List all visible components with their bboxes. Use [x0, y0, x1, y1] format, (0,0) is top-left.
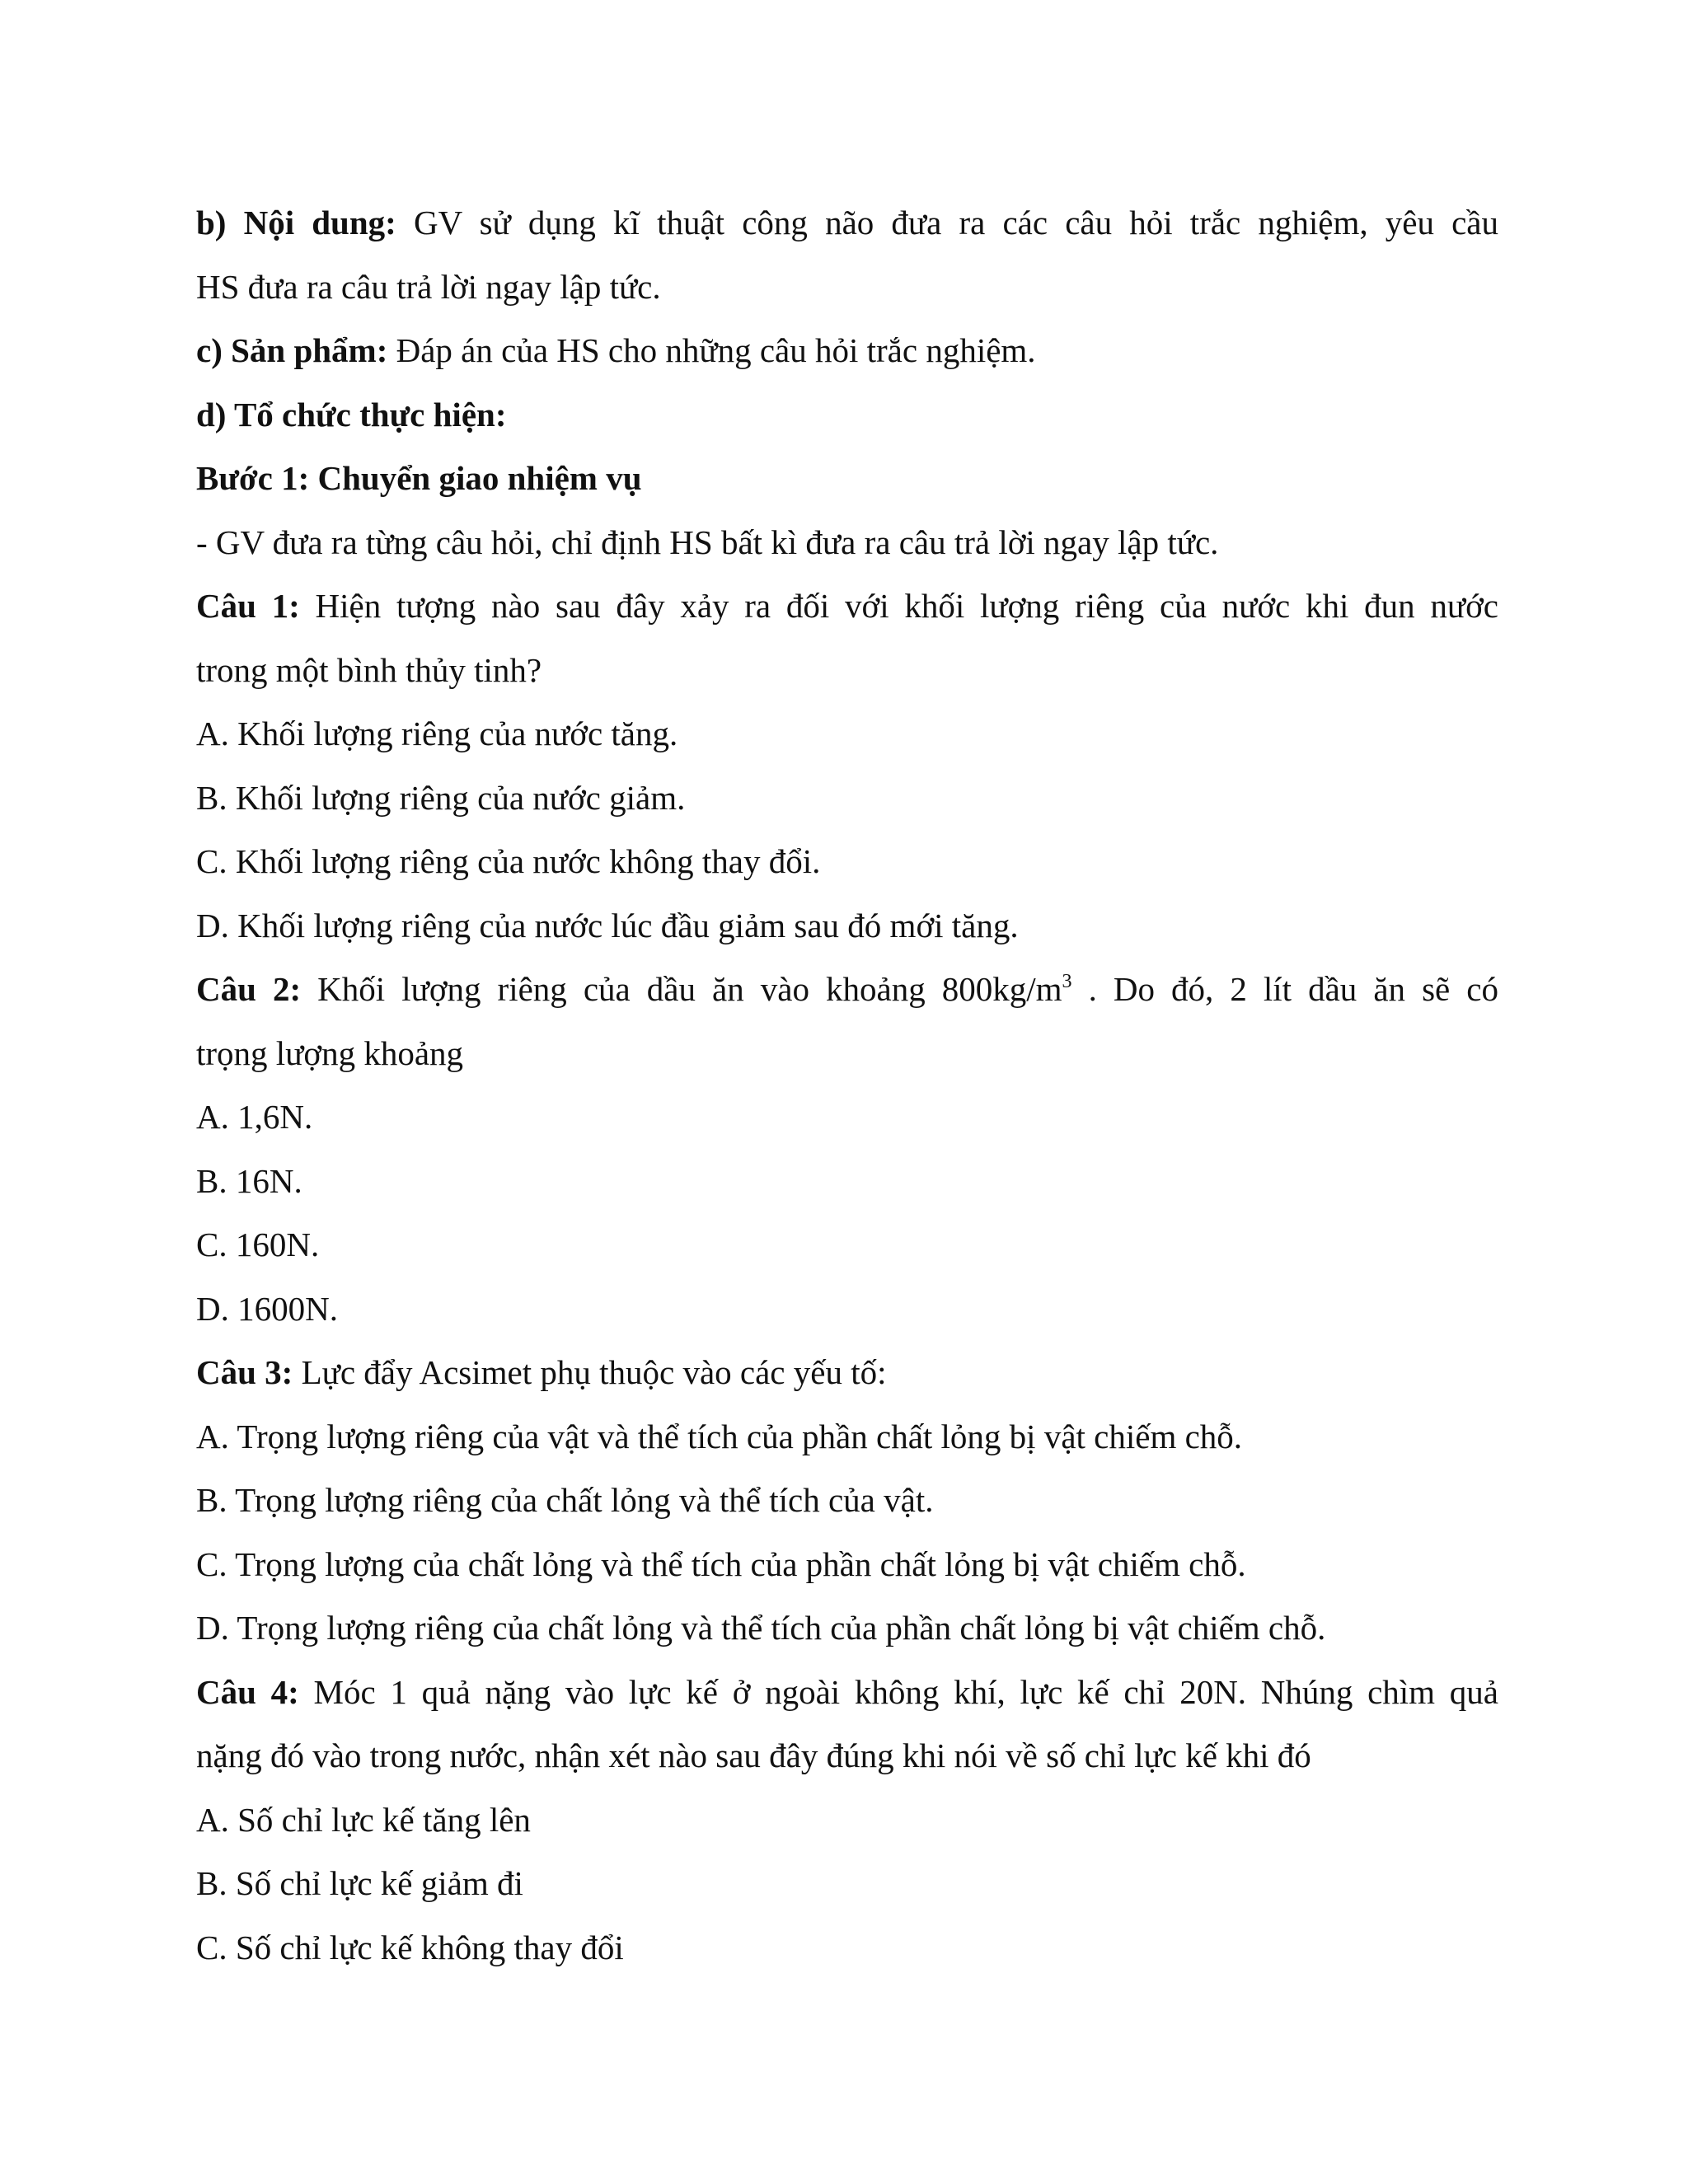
question-2-superscript: 3 — [1062, 971, 1072, 992]
question-1-option-d: D. Khối lượng riêng của nước lúc đầu giảm sau đó mới tăng. — [196, 906, 1019, 944]
question-3-option-c: C. Trọng lượng của chất lỏng và thể tích của phần chất lỏng bị vật chiếm chỗ. — [196, 1544, 1246, 1583]
step-1-heading — [196, 447, 1498, 511]
question-1-label: Câu 1: — [196, 587, 300, 625]
section-b-text: GV sử dụng kĩ thuật công não đưa ra các câu hỏi trắc nghiệm, yêu cầu — [396, 204, 1498, 241]
question-1-line-1 — [196, 574, 1498, 639]
section-b-line-1 — [196, 191, 1498, 255]
question-2-option-b: B. 16N. — [196, 1161, 302, 1200]
question-4-label: Câu 4: — [196, 1672, 299, 1711]
section-d-heading — [196, 383, 1498, 448]
section-c-label: c) Sản phẩm: — [196, 331, 388, 369]
section-b-label: b) Nội dung: — [196, 204, 396, 241]
question-3-option-d: D. Trọng lượng riêng của chất lỏng và thể tích của phần chất lỏng bị vật chiếm chỗ. — [196, 1609, 1326, 1647]
question-1-text: Hiện tượng nào sau đây xảy ra đối với khối lượng riêng của nước khi đun nước — [299, 587, 1498, 625]
question-1-option-c: C. Khối lượng riêng của nước không thay đổi. — [196, 842, 821, 880]
question-2-text-a: Khối lượng riêng của dầu ăn vào khoảng 800kg/m — [301, 970, 1062, 1008]
question-2-option-d: D. 1600N. — [196, 1289, 338, 1328]
question-3-text: Lực đẩy Acsimet phụ thuộc vào các yếu tố: — [293, 1353, 887, 1391]
question-3-option-a: A. Trọng lượng riêng của vật và thể tích của phần chất lỏng bị vật chiếm chỗ. — [196, 1417, 1243, 1455]
question-4-option-a: A. Số chỉ lực kế tăng lên — [196, 1800, 531, 1839]
section-c-line — [196, 319, 1498, 383]
question-4-option-b: B. Số chỉ lực kế giảm đi — [196, 1864, 523, 1902]
section-d-label: d) Tổ chức thực hiện: — [196, 395, 507, 434]
question-3-line-1 — [196, 1341, 1498, 1405]
section-b-line-2: HS đưa ra câu trả lời ngay lập tức. — [196, 267, 661, 306]
step-1-text: - GV đưa ra từng câu hỏi, chỉ định HS bất kì đưa ra câu trả lời ngay lập tức. — [196, 523, 1219, 561]
question-3-option-b: B. Trọng lượng riêng của chất lỏng và thể tích của vật. — [196, 1481, 934, 1519]
question-4-text: Móc 1 quả nặng vào lực kế ở ngoài không khí, lực kế chỉ 20N. Nhúng chìm quả — [298, 1672, 1498, 1711]
question-1-option-a: A. Khối lượng riêng của nước tăng. — [196, 715, 678, 752]
question-4-line-2: nặng đó vào trong nước, nhận xét nào sau đây đúng khi nói về số chỉ lực kế khi đó — [196, 1736, 1311, 1774]
question-2-text-b: . Do đó, 2 lít dầu ăn sẽ có — [1071, 970, 1498, 1008]
question-2-option-c: C. 160N. — [196, 1226, 320, 1263]
question-2-line-2: trọng lượng khoảng — [196, 1033, 464, 1072]
question-3-label: Câu 3: — [196, 1353, 293, 1391]
question-1-line-2: trong một bình thủy tinh? — [196, 650, 542, 689]
question-2-line-1 — [196, 958, 1498, 1022]
question-2-option-a: A. 1,6N. — [196, 1098, 313, 1136]
step-1-label: Bước 1: Chuyển giao nhiệm vụ — [196, 459, 642, 497]
document-page — [196, 191, 1498, 1980]
question-4-line-1 — [196, 1661, 1498, 1725]
section-c-text: Đáp án của HS cho những câu hỏi trắc nghiệm. — [387, 331, 1036, 369]
question-4-option-c: C. Số chỉ lực kế không thay đổi — [196, 1928, 624, 1966]
question-2-label: Câu 2: — [196, 970, 302, 1008]
question-1-option-b: B. Khối lượng riêng của nước giảm. — [196, 778, 686, 817]
